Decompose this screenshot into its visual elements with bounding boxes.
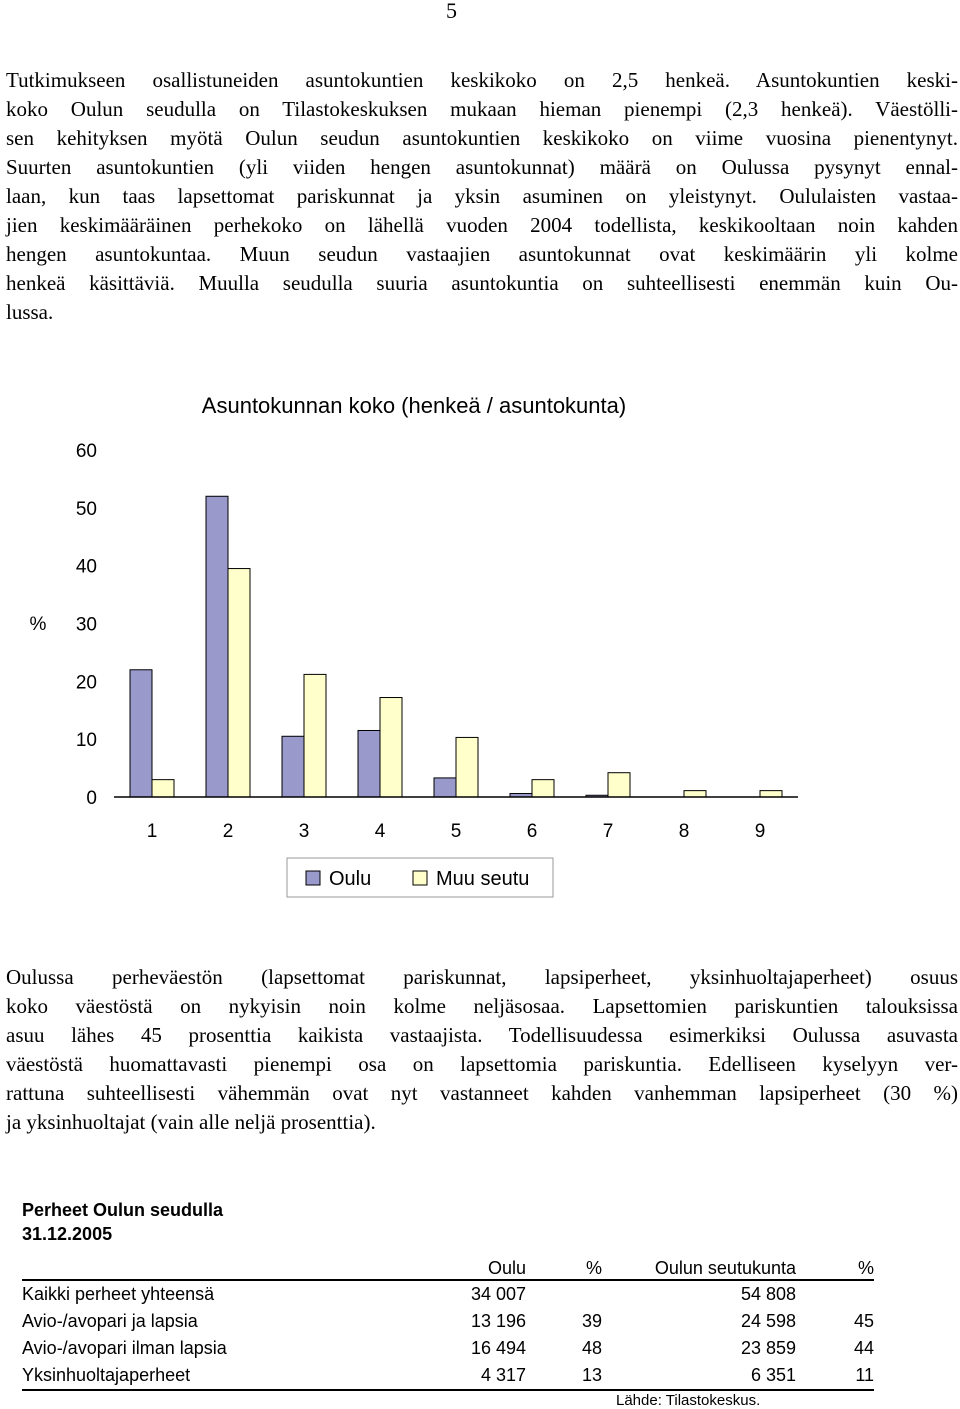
x-tick-label: 9 [754,821,766,842]
table-cell: Avio-/avopari ja lapsia [22,1311,198,1331]
table-cell: 48 [581,1338,602,1358]
bar-muu-seutu-7 [608,773,630,797]
table-cell: 13 [581,1365,602,1385]
legend-swatch-muu-seutu [413,871,427,885]
y-tick-label: 10 [75,730,97,752]
bar-muu-seutu-3 [304,674,326,797]
table-cell: 39 [581,1311,602,1331]
text-line: asuu lähes 45 prosenttia kaikista vastaajista. Todellisuudessa esimerkiksi Oulussa asuvasta [6,1023,958,1047]
families-table [22,1252,874,1391]
legend-label-muu-seutu: Muu seutu [436,868,530,890]
table-cell: 34 007 [470,1284,526,1304]
table-cell: 45 [853,1311,874,1331]
bar-oulu-2 [206,496,228,797]
header-cell: Oulu [487,1258,526,1278]
x-tick-label: 4 [374,821,386,842]
header-cell: % [585,1258,602,1278]
text-line: henkeä käsittäviä. Muulla seudulla suuria asuntokuntia on suhteellisesti enemmän kuin Ou- [6,271,958,295]
x-tick-label: 5 [450,821,462,842]
family-table-section [22,1198,882,1391]
table-cell: 6 351 [750,1365,796,1385]
text-line: rattuna suhteellisesti vähemmän ovat nyt vastanneet kahden vanhemman lapsiperheet (30 %) [6,1081,958,1105]
table-cell: 54 808 [740,1284,796,1304]
legend-swatch-oulu [306,871,320,885]
text-line: väestöstä huomattavasti pienempi osa on lapsettomia pariskuntia. Edelliseen kyselyyn ver- [6,1052,958,1076]
y-tick-label: 30 [75,614,97,636]
intro-paragraph [6,66,958,327]
family-paragraph [6,963,958,1137]
text-line: koko väestöstä on nykyisin noin kolme neljäsosaa. Lapsettomien pariskuntien talouksissa [6,994,958,1018]
table-header-row [22,1252,874,1280]
table-row [22,1280,874,1308]
y-tick-label: 20 [75,672,97,694]
bar-muu-seutu-1 [152,780,174,797]
bar-oulu-4 [358,730,380,797]
table-title-date: 31.12.2005 [22,1224,113,1244]
table-cell [796,1280,874,1308]
household-size-chart [0,380,960,920]
y-tick-label: 40 [75,556,97,578]
bar-muu-seutu-6 [532,780,554,797]
x-tick-label: 1 [146,821,158,842]
text-line: laan, kun taas lapsettomat pariskunnat ja yksin asuminen on yleistynyt. Oululaisten vastaa- [6,184,958,208]
text-line: Suurten asuntokuntien (yli viiden hengen asuntokunnat) määrä on Oulussa pysynyt ennal- [6,155,958,179]
header-cell: % [857,1258,874,1278]
text-line: Tutkimukseen osallistuneiden asuntokuntien keskikoko on 2,5 henkeä. Asuntokuntien keski- [6,68,958,92]
x-tick-label: 7 [602,821,614,842]
table-title-line: Perheet Oulun seudulla [22,1200,224,1220]
bar-oulu-5 [434,778,456,797]
y-tick-label: 50 [75,498,97,520]
x-tick-label: 8 [678,821,690,842]
table-cell: Avio-/avopari ilman lapsia [22,1338,227,1358]
x-tick-label: 6 [526,821,538,842]
table-cell [526,1280,602,1308]
text-line: ja yksinhuoltajat (vain alle neljä prosenttia). [6,1110,376,1134]
text-line: jien keskimääräinen perhekoko on lähellä vuoden 2004 todellista, keskikooltaan noin kahden [6,213,958,237]
text-line: koko Oulun seudulla on Tilastokeskuksen mukaan hieman pienempi (2,3 henkeä). Väestölli- [6,97,958,121]
table-cell: 16 494 [470,1338,526,1358]
bar-muu-seutu-2 [228,569,250,797]
bar-oulu-1 [130,670,152,797]
source-note: Lähde: Tilastokeskus. [616,1392,761,1409]
x-tick-label: 2 [222,821,234,842]
text-line: lussa. [6,300,54,324]
header-cell [22,1252,422,1280]
bar-muu-seutu-8 [684,791,706,797]
bar-muu-seutu-5 [456,737,478,797]
table-row [22,1335,874,1362]
legend-label-oulu: Oulu [329,868,372,890]
bar-oulu-3 [282,736,304,797]
text-line: hengen asuntokuntaa. Muun seudun vastaajien asuntokunnat ovat keskimäärin yli kolme [6,242,958,266]
table-cell: 4 317 [480,1365,526,1385]
y-tick-label: 60 [75,441,97,462]
x-tick-label: 3 [298,821,310,842]
bar-muu-seutu-9 [760,791,782,797]
table-row [22,1308,874,1335]
header-cell: Oulun seutukunta [654,1258,796,1278]
table-title [22,1198,882,1246]
table-cell: 11 [855,1365,874,1385]
table-cell: 44 [853,1338,874,1358]
page-number: 5 [446,0,457,23]
table-cell: 23 859 [740,1338,796,1358]
table-row [22,1362,874,1390]
table-cell: 24 598 [740,1311,796,1331]
y-tick-label: 0 [86,788,97,809]
chart-title: Asuntokunnan koko (henkeä / asuntokunta) [201,393,627,418]
text-line: Oulussa perheväestön (lapsettomat pariskunnat, lapsiperheet, yksinhuoltajaperheet) osuus [6,965,958,989]
table-cell: Yksinhuoltajaperheet [22,1365,191,1385]
text-line: sen kehityksen myötä Oulun seudun asuntokuntien keskikoko on viime vuosina pienentynyt. [6,126,958,150]
table-cell: 13 196 [470,1311,526,1331]
bar-muu-seutu-4 [380,698,402,797]
table-cell: Kaikki perheet yhteensä [22,1284,215,1304]
y-axis-label: % [29,614,47,635]
